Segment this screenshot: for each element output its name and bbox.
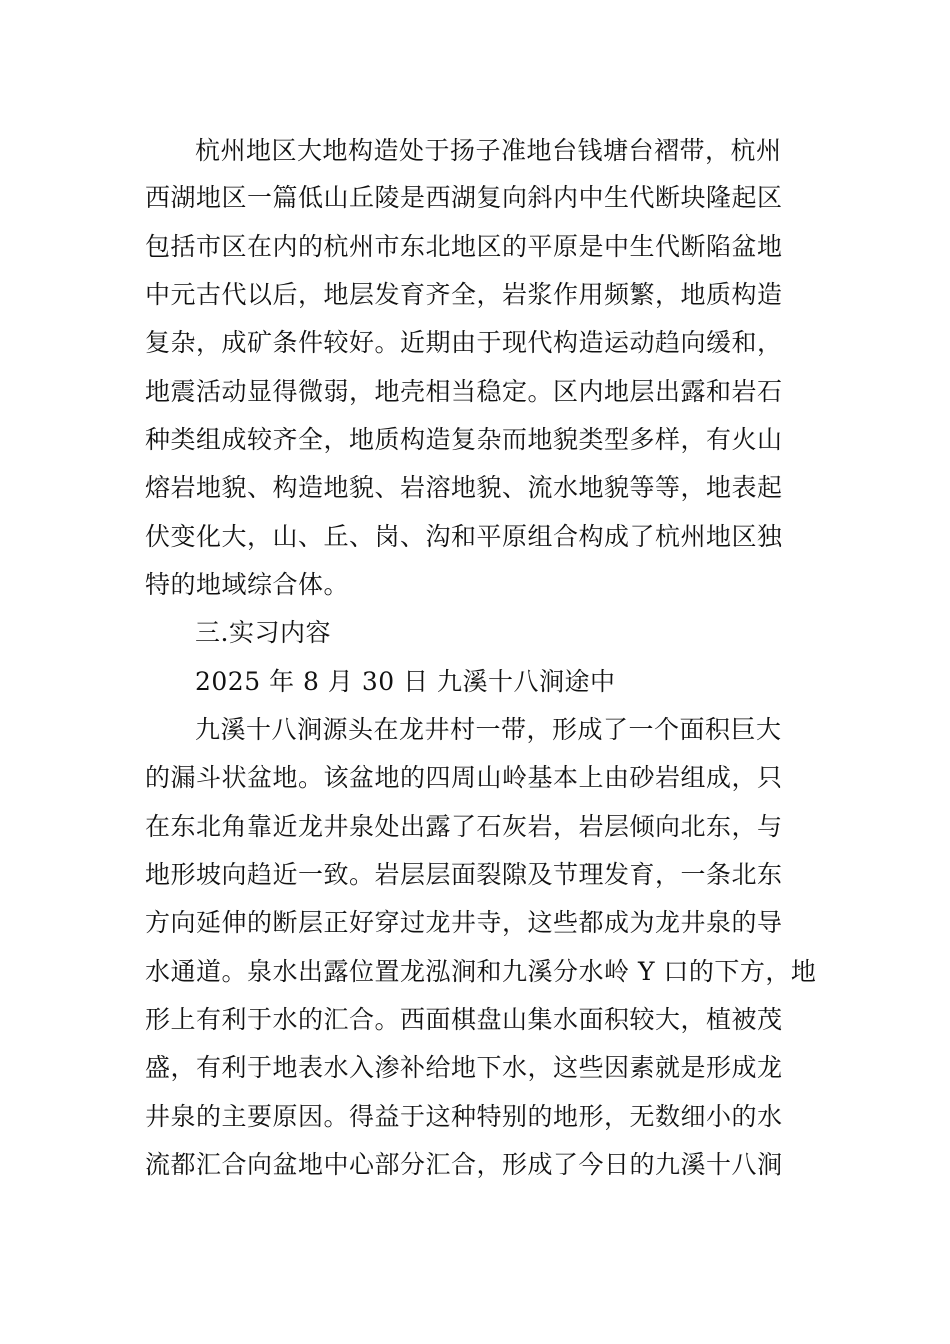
paragraph-line: 形上有利于水的汇合。西面棋盘山集水面积较大，植被茂: [145, 1005, 783, 1034]
paragraph-line: 伏变化大，山、丘、岗、沟和平原组合构成了杭州地区独: [145, 522, 783, 551]
paragraph-line: 地形坡向趋近一致。岩层层面裂隙及节理发育，一条北东: [145, 860, 783, 889]
paragraph-line: 种类组成较齐全，地质构造复杂而地貌类型多样，有火山: [145, 425, 783, 454]
paragraph-line: 复杂，成矿条件较好。近期由于现代构造运动趋向缓和，: [145, 328, 783, 357]
paragraph-line: 的漏斗状盆地。该盆地的四周山岭基本上由砂岩组成，只: [145, 763, 783, 792]
paragraph-line: 熔岩地貌、构造地貌、岩溶地貌、流水地貌等等，地表起: [145, 473, 783, 502]
date-heading: 2025 年 8 月 30 日 九溪十八涧途中: [195, 667, 616, 696]
paragraph-line: 盛，有利于地表水入渗补给地下水，这些因素就是形成龙: [145, 1053, 783, 1082]
paragraph-line: 西湖地区一篇低山丘陵是西湖复向斜内中生代断块隆起区: [145, 183, 783, 212]
paragraph-line: 包括市区在内的杭州市东北地区的平原是中生代断陷盆地: [145, 232, 783, 261]
paragraph-line: 九溪十八涧源头在龙井村一带，形成了一个面积巨大: [195, 715, 782, 744]
paragraph-line: 地震活动显得微弱，地壳相当稳定。区内地层出露和岩石: [145, 377, 783, 406]
paragraph-line: 杭州地区大地构造处于扬子准地台钱塘台褶带，杭州: [195, 136, 782, 165]
paragraph-line: 中元古代以后，地层发育齐全，岩浆作用频繁，地质构造: [145, 280, 783, 309]
paragraph-line: 流都汇合向盆地中心部分汇合，形成了今日的九溪十八涧: [145, 1150, 783, 1179]
paragraph-line: 在东北角靠近龙井泉处出露了石灰岩，岩层倾向北东，与: [145, 812, 783, 841]
paragraph-line: 水通道。泉水出露位置龙泓涧和九溪分水岭 Y 口的下方，地: [145, 957, 817, 986]
paragraph-line: 特的地域综合体。: [145, 570, 350, 599]
paragraph-line: 井泉的主要原因。得益于这种特别的地形，无数细小的水: [145, 1102, 783, 1131]
section-heading: 三.实习内容: [195, 618, 331, 647]
paragraph-line: 方向延伸的断层正好穿过龙井寺，这些都成为龙井泉的导: [145, 908, 783, 937]
